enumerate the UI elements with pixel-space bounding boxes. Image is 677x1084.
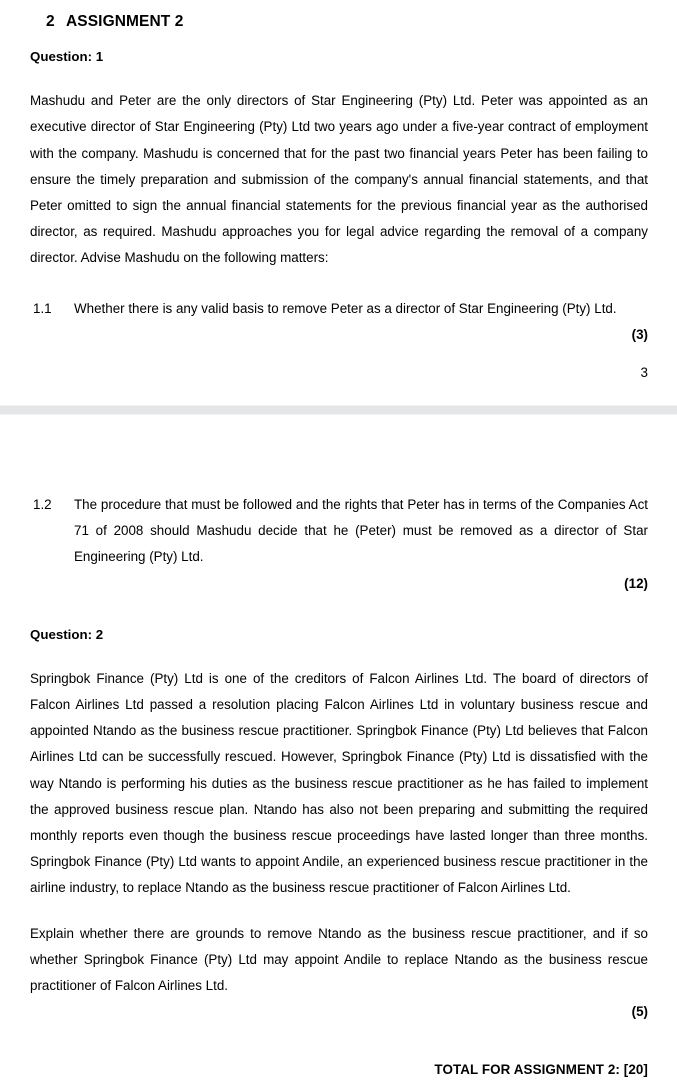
question-1-label: Question: 1 [30, 49, 104, 65]
question-2-scenario: Springbok Finance (Pty) Ltd is one of the creditors of Falcon Airlines Ltd. The board of directors of Falcon Airlines Ltd passed a resolution placing Falcon Airlines Ltd in voluntary business rescue and appointed Ntando as the business rescue practitioner. Springbok Finance (Pty) Ltd believes that Falcon Airlines Ltd can be successfully rescued. However, Springbok Finance (Pty) Ltd is dissatisfied with the way Ntando is performing his duties as the business rescue practitioner as he has failed to implement the approved business rescue plan. Ntando has also not been preparing and submitting the required monthly reports even though the business rescue proceedings have lasted longer than three months. Springbok Finance (Pty) Ltd wants to appoint Andile, an experienced business rescue practitioner in the airline industry, to replace Ntando as the business rescue practitioner of Falcon Airlines Ltd. [30, 670, 648, 896]
page-number-3: 3 [640, 365, 648, 381]
sub-item-1-2-number: 1.2 [33, 497, 52, 512]
document-page-2 [0, 415, 677, 1084]
sub-item-1-2-text [74, 492, 648, 597]
question-2-label: Question: 2 [30, 626, 104, 642]
question-2-instruction-body: Explain whether there are grounds to remove Ntando as the business rescue practitioner, and if so whether Springbok Finance (Pty) Ltd may appoint Andile to replace Ntando as the business rescue practitioner of Falcon Airlines Ltd. [30, 925, 648, 993]
page-title-text: ASSIGNMENT 2 [66, 13, 184, 30]
sub-item-1-1 [30, 272, 648, 348]
sub-item-1-1-number: 1.1 [33, 300, 52, 316]
document-page-1 [0, 0, 677, 405]
sub-item-1-1-text [74, 296, 648, 348]
sub-item-1-2-body: The procedure that must be followed and the rights that Peter has in terms of the Companies Act 71 of 2008 should Mashudu decide that he (Peter) must be removed as a director of Star Engineering (Pty) Ltd. [74, 497, 648, 565]
total-for-assignment: TOTAL FOR ASSIGNMENT 2: [20] [434, 1062, 648, 1078]
question-1-scenario: Mashudu and Peter are the only directors of Star Engineering (Pty) Ltd. Peter was appointed as an executive director of Star Engineering (Pty) Ltd two years ago under a five-year contract of employment with the company. Mashudu is concerned that for the past two financial years Peter has been failing to ensure the timely preparation and submission of the company's annual financial statements, and that Peter omitted to sign the annual financial statements for the previous financial year as the authorised director, as required. Mashudu approaches you for legal advice regarding the removal of a company director. Advise Mashudu on the following matters: [30, 93, 648, 266]
page-break-separator [0, 405, 677, 415]
sub-item-1-1-marks: (3) [631, 326, 648, 342]
page-top-margin [30, 415, 648, 492]
sub-item-1-2 [30, 492, 648, 597]
question-2-instruction-marks: (5) [631, 1004, 648, 1020]
page-title [30, 0, 648, 33]
page-title-number: 2 [46, 13, 55, 30]
sub-item-1-2-marks: (12) [624, 575, 648, 591]
sub-item-1-1-body: Whether there is any valid basis to remove Peter as a director of Star Engineering (Pty) Ltd. [74, 300, 617, 316]
question-2-instruction [30, 902, 648, 1026]
